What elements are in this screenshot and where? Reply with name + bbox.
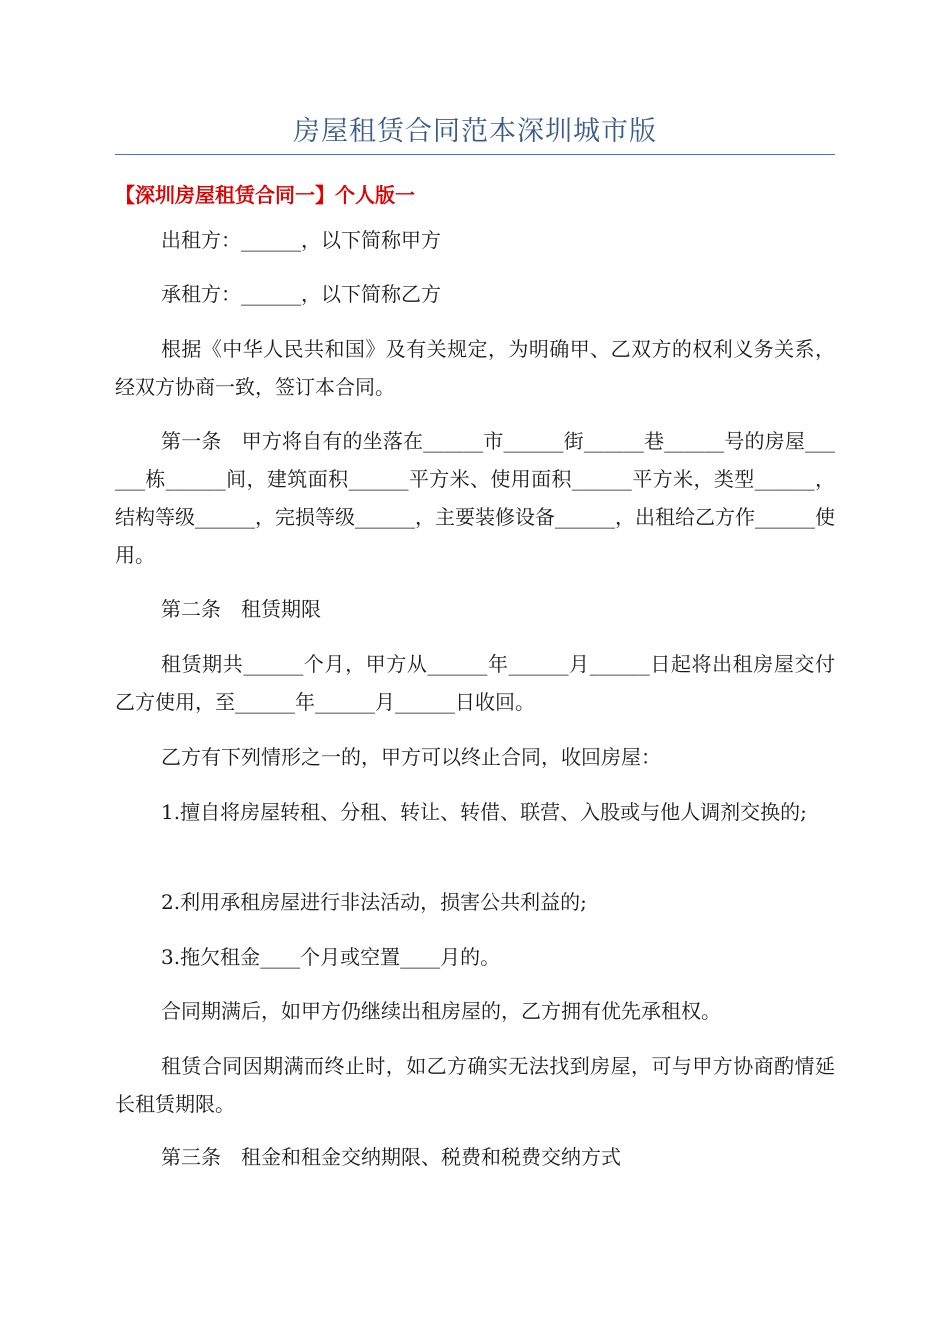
- paragraph-lessor: 出租方：______，以下简称甲方: [161, 228, 441, 252]
- paragraph-article-2-heading: 第二条 租赁期限: [161, 597, 321, 621]
- section-heading: 【深圳房屋租赁合同一】个人版一: [115, 183, 415, 207]
- paragraph-lessee: 承租方：______，以下简称乙方: [161, 282, 441, 306]
- paragraph-article-3-heading: 第三条 租金和租金交纳期限、税费和税费交纳方式: [161, 1145, 621, 1169]
- paragraph-lease-term: 租赁期共______个月，甲方从______年______月______日起将出租房屋交付乙方使用，至______年______月______日收回。: [115, 652, 835, 714]
- list-item-2: 2.利用承租房屋进行非法活动，损害公共利益的;: [161, 890, 587, 914]
- list-item-3: 3.拖欠租金____个月或空置____月的。: [161, 945, 501, 969]
- paragraph-priority-right: 合同期满后，如甲方仍继续出租房屋的，乙方拥有优先承租权。: [161, 999, 721, 1023]
- paragraph-extension: 租赁合同因期满而终止时，如乙方确实无法找到房屋，可与甲方协商酌情延长租赁期限。: [115, 1054, 835, 1116]
- paragraph-preamble: 根据《中华人民共和国》及有关规定，为明确甲、乙双方的权利义务关系，经双方协商一致，签订本合同。: [115, 337, 835, 399]
- document-title: 房屋租赁合同范本深圳城市版: [293, 116, 657, 147]
- title-underline: [115, 154, 835, 155]
- paragraph-article-1: 第一条 甲方将自有的坐落在______市______街______巷______号的房屋______栋______间，建筑面积______平方米、使用面积______平方米，类型______，结构等级______，完损等级______，主要装修设备______，出租给乙方作______使用。: [115, 429, 835, 567]
- paragraph-termination-intro: 乙方有下列情形之一的，甲方可以终止合同，收回房屋：: [161, 745, 661, 769]
- list-item-1: 1.擅自将房屋转租、分租、转让、转借、联营、入股或与他人调剂交换的;: [161, 800, 807, 824]
